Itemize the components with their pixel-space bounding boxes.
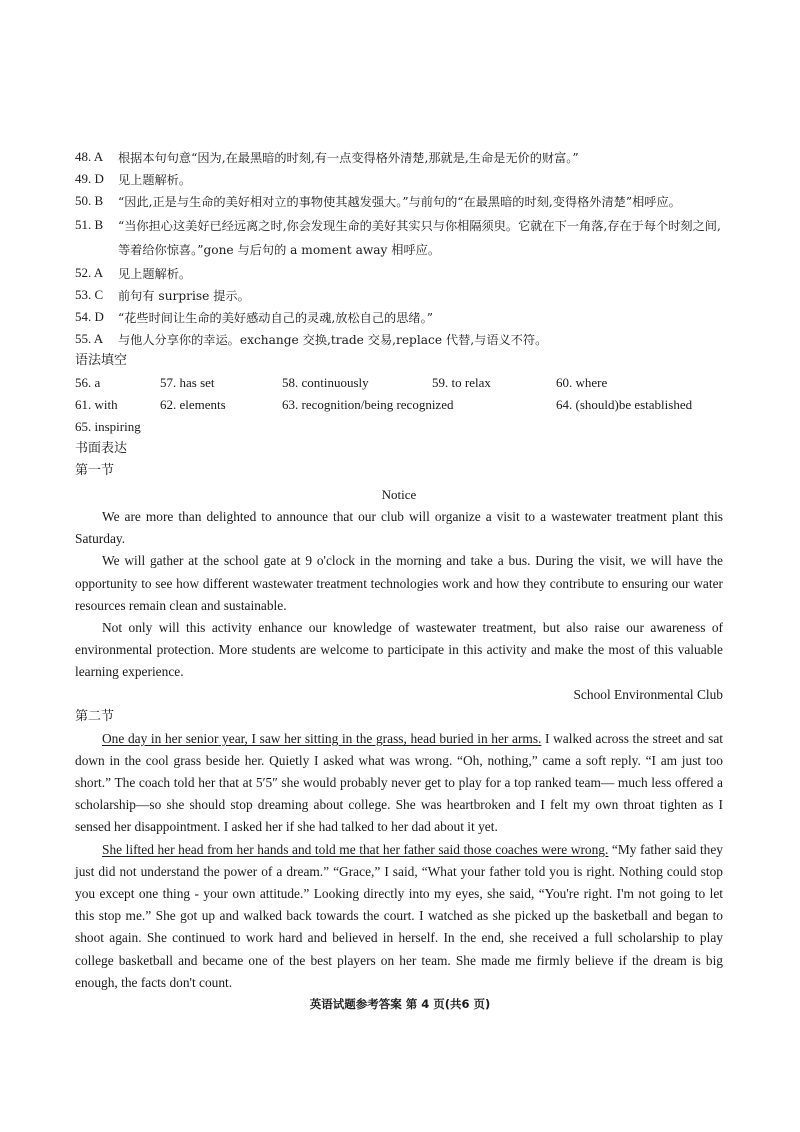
answer-explanation: 前句有 surprise 提示。 xyxy=(118,289,250,303)
answer-48 xyxy=(75,146,723,168)
answer-explanation: “花些时间让生命的美好感动自己的灵魂,放松自己的思绪。” xyxy=(118,311,433,325)
answer-number: 55. A xyxy=(75,331,104,346)
answer-explanation: 见上题解析。 xyxy=(118,267,192,281)
grammar-answer: 64. (should)be established xyxy=(556,397,693,412)
answer-number: 51. B xyxy=(75,217,104,232)
answer-52 xyxy=(75,262,723,284)
answer-number: 50. B xyxy=(75,193,104,208)
answer-number: 54. D xyxy=(75,309,104,324)
grammar-answer: 57. has set xyxy=(160,375,215,390)
answer-49 xyxy=(75,168,723,190)
answer-53 xyxy=(75,284,723,306)
answer-number: 53. C xyxy=(75,287,104,302)
given-opening-sentence: She lifted her head from her hands and told me that her father said those coaches were wrong. xyxy=(102,841,609,857)
notice-title: Notice xyxy=(381,487,417,502)
notice-signature: School Environmental Club xyxy=(573,686,723,702)
grammar-answer: 59. to relax xyxy=(432,375,491,390)
notice-paragraph: We are more than delighted to announce that our club will organize a visit to a wastewater treatment plant this Saturday. xyxy=(75,509,723,547)
answer-explanation: “当你担心这美好已经远离之时,你会发现生命的美好其实只与你相隔须臾。它就在下一角落,存在于每个时刻之间,等着给你惊喜。”gone 与后句的 a moment away 相呼应。 xyxy=(118,219,721,257)
grammar-answer: 63. recognition/being recognized xyxy=(282,397,454,412)
answer-explanation: 根据本句句意“因为,在最黑暗的时刻,有一点变得格外清楚,那就是,生命是无价的财富。” xyxy=(118,151,579,165)
notice-paragraph: We will gather at the school gate at 9 o'clock in the morning and take a bus. During the visit, we will have the opportunity to see how different wastewater treatment technologies work and how they contribute to ensuring our water resources remain clean and sustainable. xyxy=(75,553,723,613)
grammar-answer: 58. continuously xyxy=(282,375,369,390)
answer-explanation: “因此,正是与生命的美好相对立的事物使其越发强大。”与前句的“在最黑暗的时刻,变得格外清楚”相呼应。 xyxy=(118,195,681,209)
story-text: “My father said they just did not understand the power of a dream.” “Grace,” I said, “What your father told you is right. Nothing could stop you except one thing - your own attitude.” Looking directly into my eyes, she said, “You're right. I'm not going to let this stop me.” She got up and walked back towards the court. I watched as she picked up the basketball and began to shoot again. She continued to work hard and believed in herself. In the end, she received a full scholarship to play college basketball and became one of the best players on her team. She made me firmly believe if the dream is big enough, the facts don't count. xyxy=(75,841,723,990)
grammar-row-2 xyxy=(75,394,723,416)
section-1-heading: 第一节 xyxy=(75,463,115,478)
story-paragraph-1 xyxy=(75,728,723,839)
grammar-answer: 56. a xyxy=(75,375,101,390)
answer-explanation: 与他人分享你的幸运。exchange 交换,trade 交易,replace 代替,与语义不符。 xyxy=(118,333,548,347)
story-text: I walked across the street and sat down in the cool grass beside her. Quietly I asked what was wrong. “Oh, nothing,” came a soft reply. “I am just too short.” The coach told her that at 5′5″ she would probably never get to play for a top ranked team— much less offered a scholarship—so she should stop dreaming about college. She was heartbroken and I felt my own throat tighten as I sensed her disappointment. I asked her if she had talked to her dad about it yet. xyxy=(75,730,724,835)
grammar-answer: 60. where xyxy=(556,375,608,390)
answer-explanation: 见上题解析。 xyxy=(118,173,192,187)
notice-paragraph: Not only will this activity enhance our knowledge of wastewater treatment, but also raise our awareness of environmental protection. More students are welcome to participate in this activity and make the most of this valuable learning experience. xyxy=(75,620,723,680)
answer-number: 48. A xyxy=(75,149,104,164)
grammar-answer: 65. inspiring xyxy=(75,419,141,434)
page-content xyxy=(75,146,723,994)
section-2-heading: 第二节 xyxy=(75,708,115,724)
grammar-heading: 语法填空 xyxy=(75,353,128,368)
answer-54 xyxy=(75,306,723,328)
answer-number: 52. A xyxy=(75,265,104,280)
page-footer: 英语试题参考答案 第 4 页(共6 页) xyxy=(309,997,491,1011)
story-paragraph-2 xyxy=(75,839,723,994)
grammar-answer: 62. elements xyxy=(160,397,226,412)
grammar-answer: 61. with xyxy=(75,397,118,412)
answer-55 xyxy=(75,328,723,350)
answer-51 xyxy=(75,214,723,262)
grammar-row-1 xyxy=(75,372,723,394)
given-opening-sentence: One day in her senior year, I saw her sitting in the grass, head buried in her arms. xyxy=(102,730,542,746)
answer-50 xyxy=(75,190,723,214)
writing-heading: 书面表达 xyxy=(75,441,128,456)
answer-number: 49. D xyxy=(75,171,104,186)
grammar-row-3 xyxy=(75,416,723,438)
